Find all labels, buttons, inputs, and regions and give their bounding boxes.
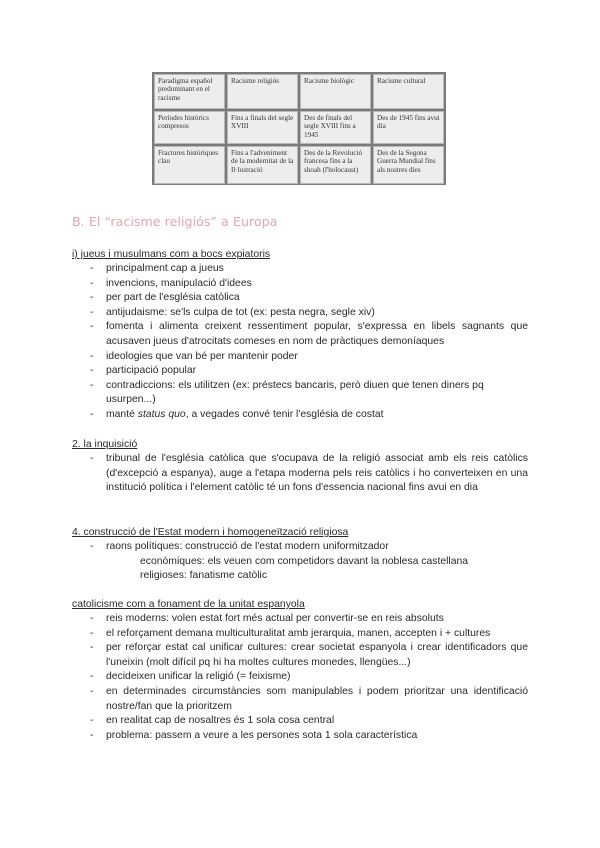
section-heading: catolicisme com a fonament de la unitat espanyola (72, 599, 305, 610)
list-item: - el reforçament demana multiculturalitat amb jerarquia, manen, accepten i + cultures (72, 627, 528, 642)
list-item (72, 408, 528, 423)
list-item: - problema: passem a veure a les persones sota 1 sola característica (72, 729, 528, 744)
bullet-list (72, 452, 528, 496)
section-title: B. El “racisme religiós” a Europa (72, 214, 278, 229)
list-item: - antijudaisme: se'ls culpa de tot (ex: pesta negra, segle xiv) (72, 306, 528, 321)
list-subitem: religioses: fanatisme catòlic (140, 570, 268, 582)
table-cell: Des de finals del segle XVIII fins a 1945 (300, 111, 371, 144)
table-cell: Períodes històrics compresos (154, 111, 225, 144)
list-item: - reis moderns: volen estat fort més actual per convertir-se en reis absoluts (72, 612, 528, 627)
table-cell: Des de la Segona Guerra Mundial fins als nostres dies (373, 146, 444, 184)
list-item: - tribunal de l'església catòlica que s'ocupava de la religió associat amb els reis catòlics (d'excepció a espanya), auge a l'etapa moderna pels reis catòlics i ho converteixen en una institució política i l'element catòlic té un fons d'essencia nacional fins avui en dia (72, 452, 528, 496)
bullet-list (72, 262, 528, 423)
list-item: - raons polítiques: construcció de l'estat modern uniformitzador (72, 540, 528, 555)
table-cell: Des de 1945 fins avui dia (373, 111, 444, 144)
list-item: - ideologies que van bé per mantenir poder (72, 350, 528, 365)
table-cell: Des de la Revolució francesa fins a la shoah (l'holocaust) (300, 146, 371, 184)
list-item: - per part de l'església catòlica (72, 291, 528, 306)
item-text: manté (106, 408, 138, 420)
list-item: - participació popular (72, 364, 528, 379)
list-item: - en determinades circumstàncies som manipulables i podem prioritzar una identificació nostre/fan que la prioritzem (72, 685, 528, 714)
list-item: - invencions, manipulació d'idees (72, 277, 528, 292)
bullet-list (72, 612, 528, 743)
section-heading: i) jueus i musulmans com a bocs expiatoris (72, 249, 271, 260)
table-cell: Racisme religiós (227, 74, 298, 109)
list-subitem: econòmiques: els veuen com competidors davant la noblesa castellana (140, 555, 469, 567)
item-emphasis: status quo (137, 408, 186, 420)
scanned-racism-table (152, 72, 446, 185)
table-cell: Racisme biològic (300, 74, 371, 109)
table-cell: Racisme cultural (373, 74, 444, 109)
list-item: - decideixen unificar la religió (= feixisme) (72, 670, 528, 685)
table-cell: Fins a finals del segle XVIII (227, 111, 298, 144)
table-cell: Paradigma español predominant en el racisme (154, 74, 225, 109)
list-item: - principalment cap a jueus (72, 262, 528, 277)
list-item: - fomenta i alimenta creixent ressentiment popular, s'expressa en libels sagnants que acusaven jueus d'atrocitats comeses en nom de pràctiques demoníaques (72, 320, 528, 349)
item-text: , a vegades convé tenir l'església de costat (185, 408, 384, 420)
section-heading: 4. construcció de l'Estat modern i homogeneïtzació religiosa (72, 527, 349, 538)
table-cell: Fractures històriques clau (154, 146, 225, 184)
table-cell: Fins a l'adveniment de la modernitat de la Il·lustració (227, 146, 298, 184)
list-item: - contradiccions: els utilitzen (ex: préstecs bancaris, però diuen que tenen diners pq usurpen...) (72, 379, 528, 408)
section-heading: 2. la inquisició (72, 439, 138, 450)
bullet-list (72, 540, 528, 584)
list-item: - per reforçar estat cal unificar cultures: crear societat espanyola i crear identificadors que l'uneixin (molt difícil pq hi ha moltes cultures monedes, llengües...) (72, 641, 528, 670)
list-item: - en realitat cap de nosaltres és 1 sola cosa central (72, 714, 528, 729)
